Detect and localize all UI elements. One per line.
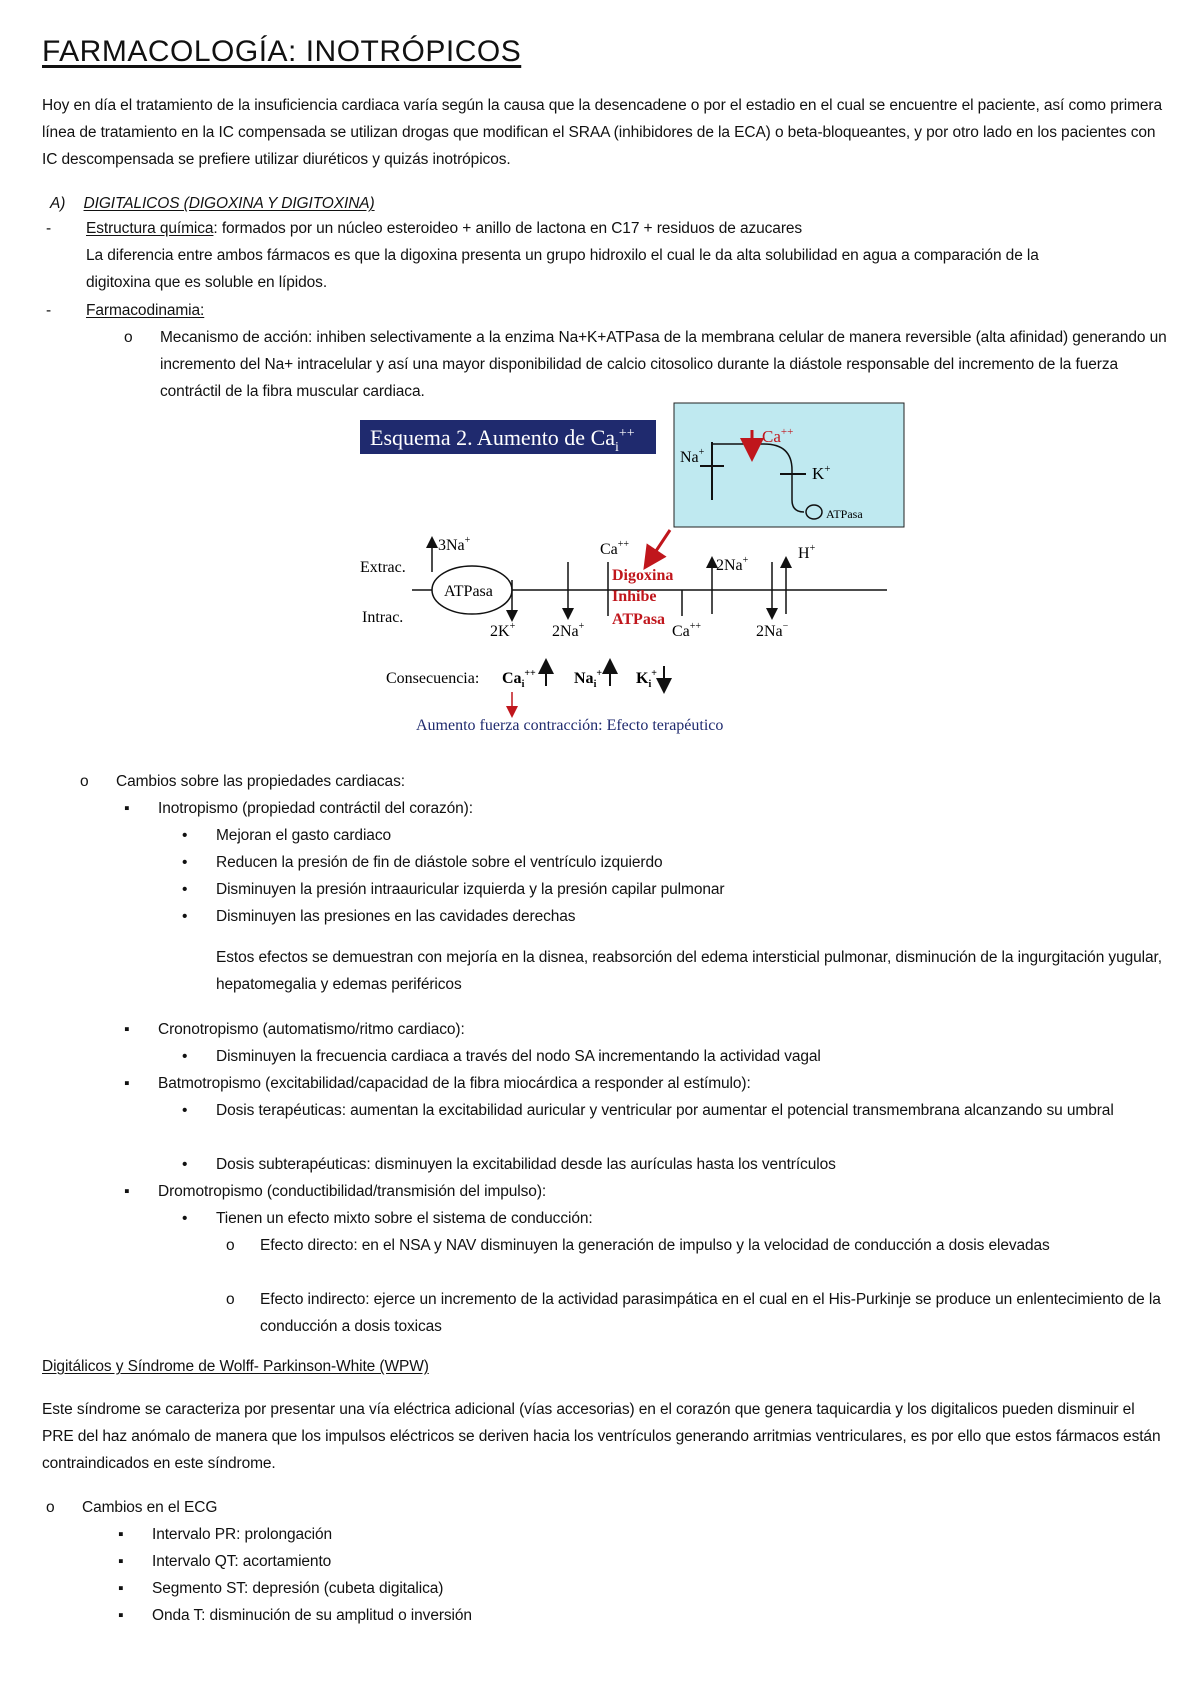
h-label: H+	[798, 543, 816, 562]
inset-atpasa-label: ATPasa	[826, 507, 863, 521]
estructura-line	[86, 215, 1166, 242]
bullet-marker: •	[182, 827, 188, 844]
circle-marker: o	[226, 1291, 235, 1308]
na2a-label: 2Na+	[552, 621, 585, 640]
square-marker: ▪	[124, 800, 130, 817]
ino-item: Mejoran el gasto cardiaco	[216, 827, 391, 844]
cronotropismo-heading: Cronotropismo (automatismo/ritmo cardiaco):	[158, 1021, 465, 1038]
section-a-heading	[50, 190, 650, 217]
cai-label: $Ca_i^{++}$	[502, 668, 536, 690]
ino-item: Reducen la presión de fin de diástole sobre el ventrículo izquierdo	[216, 854, 663, 871]
ecg-item: Intervalo PR: prolongación	[152, 1526, 333, 1543]
estructura-label: Estructura química	[86, 220, 214, 237]
atpasa-label: ATPasa	[444, 583, 493, 600]
dash-marker: -	[46, 220, 52, 237]
wpw-paragraph: Este síndrome se caracteriza por presentar una vía eléctrica adicional (vías accesorias) en el corazón que genera taquicardia y los digitalicos pueden disminuir el PRE del haz anómalo de manera que los impulsos eléctricos se deriven hacia los ventrículos generando arritmias ventriculares, es por ello que estos fármacos están contraindicados en este síndrome.	[42, 1401, 1161, 1472]
square-marker: ▪	[118, 1607, 124, 1624]
square-marker: ▪	[118, 1526, 124, 1543]
inset-k-label: K+	[812, 463, 831, 483]
ca-bottom-label: Ca++	[672, 621, 702, 640]
dromo-sub-item: Efecto indirecto: ejerce un incremento de la actividad parasimpática en el cual en el His-Purkinje se produce un enlentecimiento de la conducción a dosis toxicas	[260, 1291, 1161, 1335]
dash-marker: -	[46, 302, 52, 319]
esquema-figure	[352, 400, 920, 740]
atpasa-red-label: ATPasa	[612, 611, 666, 628]
batmo-item: Dosis terapéuticas: aumentan la excitabilidad auricular y ventricular por aumentar el potencial transmembrana alcanzando su umbral	[216, 1102, 1114, 1119]
inset-ca-label: Ca++	[762, 426, 794, 446]
wpw-heading: Digitálicos y Síndrome de Wolff- Parkinson-White (WPW)	[42, 1358, 429, 1375]
inset-na-label: Na+	[680, 447, 705, 466]
estructura-text: : formados por un núcleo esteroideo + anillo de lactona en C17 + residuos de azucares	[213, 220, 803, 237]
bullet-marker: •	[182, 908, 188, 925]
ecg-item: Intervalo QT: acortamiento	[152, 1553, 332, 1570]
crono-item: Disminuyen la frecuencia cardiaca a través del nodo SA incrementando la actividad vagal	[216, 1048, 821, 1065]
circle-marker: o	[226, 1237, 235, 1254]
dromo-sub-item: Efecto directo: en el NSA y NAV disminuyen la generación de impulso y la velocidad de conducción a dosis elevadas	[260, 1237, 1050, 1254]
na2c-label: 2Na−	[756, 621, 789, 640]
consecuencia-label: Consecuencia:	[386, 670, 480, 687]
nai-label: $Na_i^+$	[574, 668, 603, 690]
square-marker: ▪	[118, 1580, 124, 1597]
k2-label: 2K+	[490, 621, 516, 640]
inotropismo-heading: Inotropismo (propiedad contráctil del corazón):	[158, 800, 473, 817]
extrac-label: Extrac.	[360, 559, 406, 576]
ecg-item: Onda T: disminución de su amplitud o inversión	[152, 1607, 472, 1624]
ecg-item: Segmento ST: depresión (cubeta digitalica)	[152, 1580, 444, 1597]
circle-marker: o	[46, 1499, 55, 1516]
batmo-item: Dosis subterapéuticas: disminuyen la excitabilidad desde las aurículas hasta los ventrículos	[216, 1156, 836, 1173]
circle-marker: o	[80, 773, 89, 790]
section-a-letter: A)	[50, 195, 66, 212]
bullet-marker: •	[182, 1102, 188, 1119]
na3-label: 3Na+	[438, 535, 471, 554]
square-marker: ▪	[124, 1183, 130, 1200]
intrac-label: Intrac.	[362, 609, 404, 626]
ecg-heading: Cambios en el ECG	[82, 1499, 218, 1516]
bullet-marker: •	[182, 854, 188, 871]
square-marker: ▪	[124, 1075, 130, 1092]
square-marker: ▪	[124, 1021, 130, 1038]
section-a-title: DIGITALICOS (DIGOXINA Y DIGITOXINA)	[83, 195, 375, 212]
page-title: FARMACOLOGÍA: INOTRÓPICOS	[42, 35, 522, 68]
digoxina-label: Digoxina	[612, 567, 674, 584]
intro-paragraph: Hoy en día el tratamiento de la insuficiencia cardiaca varía según la causa que la desencadene o por el estadio en el cual se encuentre el paciente, así como primera línea de tratamiento en la IC compensada se utilizan drogas que modifican el SRAA (inhibidores de la ECA) o beta-bloqueantes, y por otro lado en los pacientes con IC descompensada se prefiere utilizar diuréticos y quizás inotrópicos.	[42, 97, 1162, 168]
bullet-marker: •	[182, 881, 188, 898]
bullet-marker: •	[182, 1048, 188, 1065]
ki-label: $K_i^+$	[636, 668, 657, 690]
farmacodinamia-label: Farmacodinamia:	[86, 302, 205, 319]
cambios-heading: Cambios sobre las propiedades cardiacas:	[116, 773, 405, 790]
bullet-marker: •	[182, 1156, 188, 1173]
ca-top-label: Ca++	[600, 539, 630, 558]
circle-marker: o	[124, 329, 133, 346]
square-marker: ▪	[118, 1553, 124, 1570]
ino-item: Disminuyen las presiones en las cavidades derechas	[216, 908, 576, 925]
bullet-marker: •	[182, 1210, 188, 1227]
mecanismo-paragraph: Mecanismo de acción: inhiben selectivamente a la enzima Na+K+ATPasa de la membrana celular de manera reversible (alta afinidad) generando un incremento del Na+ intracelular y así una mayor disponibilidad de calcio citosolico durante la diástole responsable del incremento de la fuerza contráctil de la fibra muscular cardiaca.	[160, 329, 1167, 400]
inhibe-label: Inhibe	[612, 588, 657, 605]
aumento-label: Aumento fuerza contracción: Efecto terapéutico	[416, 717, 724, 734]
ino-item: Disminuyen la presión intraauricular izquierda y la presión capilar pulmonar	[216, 881, 725, 898]
dromo-item: Tienen un efecto mixto sobre el sistema de conducción:	[216, 1210, 593, 1227]
figure-title: Esquema 2. Aumento de $Ca_i^{++}$	[370, 425, 635, 455]
na2b-label: 2Na+	[716, 555, 749, 574]
efectos-paragraph: Estos efectos se demuestran con mejoría en la disnea, reabsorción del edema intersticial pulmonar, disminución de la ingurgitación yugular, hepatomegalia y edemas periféricos	[216, 949, 1162, 993]
batmotropismo-heading: Batmotropismo (excitabilidad/capacidad de la fibra miocárdica a responder al estímulo):	[158, 1075, 751, 1092]
digoxina-arrow	[650, 530, 670, 560]
dromotropismo-heading: Dromotropismo (conductibilidad/transmisión del impulso):	[158, 1183, 547, 1200]
diferencia-paragraph: La diferencia entre ambos fármacos es que la digoxina presenta un grupo hidroxilo el cual le da alta solubilidad en agua a comparación de la digitoxina que es soluble en lípidos.	[86, 247, 1039, 291]
